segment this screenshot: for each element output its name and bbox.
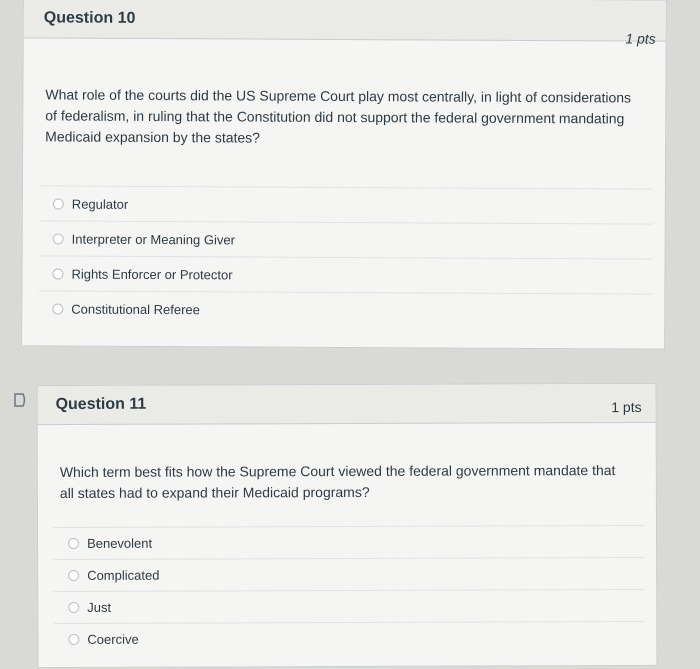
answer-option[interactable]	[39, 185, 653, 223]
answer-label: Constitutional Referee	[71, 301, 200, 317]
answer-label: Just	[87, 599, 112, 615]
answer-label: Coercive	[87, 631, 139, 647]
question-10-points: 1 pts	[625, 30, 656, 47]
question-11-title: Question 11	[55, 395, 147, 414]
answer-option[interactable]	[38, 290, 652, 328]
question-10-card	[21, 0, 667, 350]
answer-option[interactable]	[54, 525, 644, 559]
answer-label: Regulator	[71, 196, 129, 212]
radio-button[interactable]	[68, 538, 79, 549]
answer-label: Benevolent	[87, 535, 153, 551]
question-11-header	[38, 384, 656, 425]
question-10-header	[24, 0, 666, 47]
question-10-title: Question 10	[43, 9, 136, 27]
answer-option[interactable]	[54, 621, 644, 655]
question-11-answers	[54, 525, 644, 655]
bookmark-flag-svg	[12, 392, 28, 408]
question-11-text: Which term best fits how the Supreme Court viewed the federal government mandate that all states had to expand their Medicaid programs?	[59, 462, 616, 502]
question-11-points: 1 pts	[611, 398, 642, 416]
radio-button[interactable]	[68, 602, 79, 613]
radio-button[interactable]	[68, 634, 79, 645]
answer-option[interactable]	[54, 589, 644, 623]
answer-label: Rights Enforcer or Protector	[71, 266, 233, 282]
answer-label: Complicated	[87, 567, 160, 583]
radio-button[interactable]	[52, 268, 63, 279]
radio-button[interactable]	[52, 303, 63, 314]
answer-label: Interpreter or Meaning Giver	[71, 231, 235, 247]
radio-button[interactable]	[53, 233, 64, 244]
answer-option[interactable]	[38, 255, 652, 293]
question-10-answers	[38, 185, 653, 328]
question-11-card	[37, 383, 658, 668]
question-10-text: What role of the courts did the US Supreme Court play most centrally, in light of considerations of federalism, in ruling that the Constitution did not support the federal government mandating Medicaid expansion by the states?	[45, 86, 632, 146]
radio-button[interactable]	[68, 570, 79, 581]
radio-button[interactable]	[53, 198, 64, 209]
answer-option[interactable]	[54, 557, 644, 591]
answer-option[interactable]	[39, 220, 653, 258]
bookmark-flag-icon[interactable]	[12, 392, 28, 408]
